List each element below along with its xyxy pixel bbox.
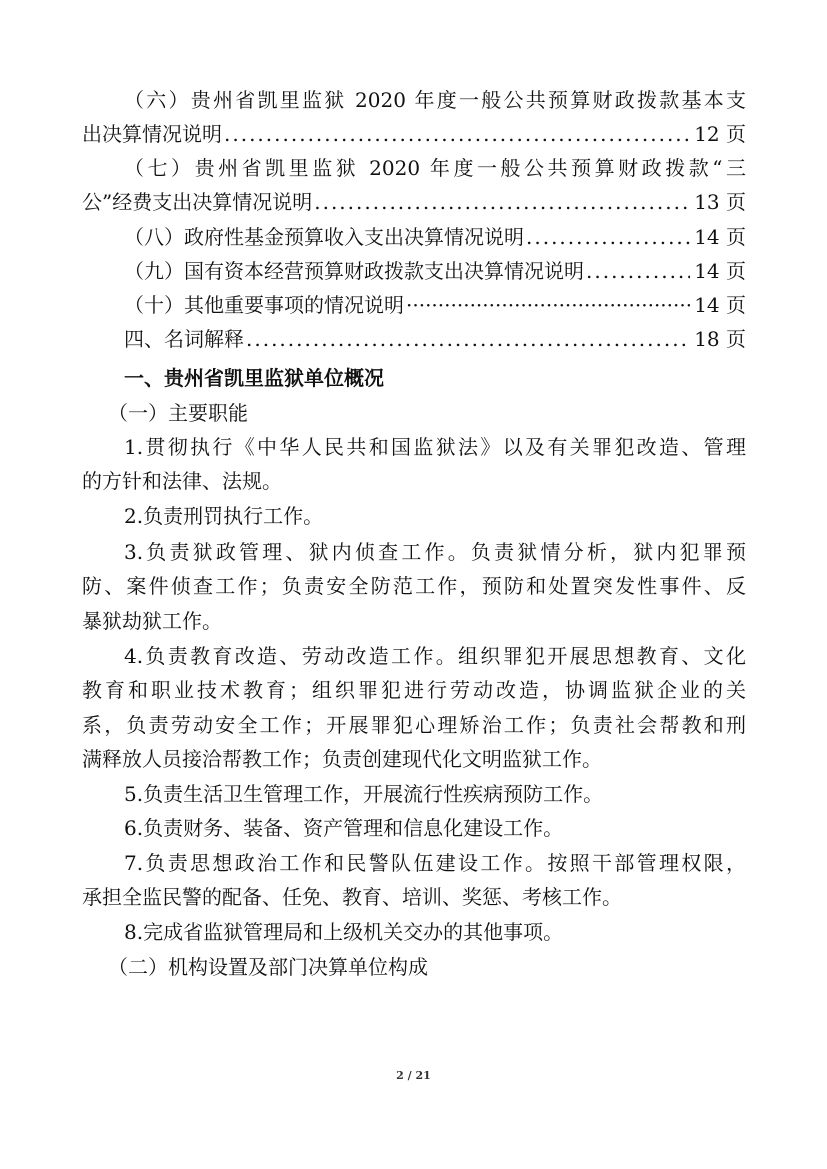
paragraph-line: 承担全监民警的配备、任免、教育、培训、奖惩、考核工作。 [82,885,622,909]
paragraph-line: 2.负责刑罚执行工作。 [124,504,324,528]
toc-item-7-page: 13 页 [694,190,746,214]
paragraph-line: 教育和职业技术教育；组织罪犯进行劳动改造，协调监狱企业的关 [82,678,746,702]
toc-item-8-page: 14 页 [694,225,746,249]
paragraph-line: 3.负责狱政管理、狱内侦查工作。负责狱情分析，狱内犯罪预 [124,540,746,564]
toc-item-8[interactable] [82,220,746,254]
paragraph-line: 1.贯彻执行《中华人民共和国监狱法》以及有关罪犯改造、管理 [124,435,746,459]
toc-item-10-text: （十）其他重要事项的情况说明 [124,293,404,317]
paragraph-line: 满释放人员接洽帮教工作；负责创建现代化文明监狱工作。 [82,747,602,771]
toc-item-10[interactable] [82,288,746,322]
toc-leader [586,254,690,288]
subsection-heading-1: （一）主要职能 [108,401,248,425]
toc-item-8-text: （八）政府性基金预算收入支出决算情况说明 [124,225,524,249]
toc-item-4-page: 18 页 [694,327,746,351]
toc-item-6-text: 出决算情况说明 [82,122,222,146]
paragraph-line: 4.负责教育改造、劳动改造工作。组织罪犯开展思想教育、文化 [124,644,746,668]
paragraph-line: 7.负责思想政治工作和民警队伍建设工作。按照干部管理权限， [124,851,746,875]
toc-leader [314,185,690,219]
paragraph-line: 系，负责劳动安全工作；开展罪犯心理矫治工作；负责社会帮教和刑 [82,713,746,737]
toc-item-6-line2[interactable] [82,117,746,151]
toc-item-7-line1: （七）贵州省凯里监狱 2020 年度一般公共预算财政拨款“三 [124,156,746,180]
toc-item-4-text: 四、名词解释 [124,327,244,351]
toc-item-4[interactable] [82,322,746,356]
paragraph-line: 6.负责财务、装备、资产管理和信息化建设工作。 [124,816,564,840]
page-number: 2 / 21 [396,1069,431,1082]
toc-leader [224,117,690,151]
paragraph-line: 暴狱劫狱工作。 [82,609,222,633]
subsection-heading-2: （二）机构设置及部门决算单位构成 [108,955,428,979]
toc-item-9-page: 14 页 [694,259,746,283]
toc-item-7-text: 公”经费支出决算情况说明 [82,190,313,214]
toc-item-7-line2[interactable] [82,185,746,219]
toc-item-9-text: （九）国有资本经营预算财政拨款支出决算情况说明 [124,259,584,283]
toc-leader [246,322,690,356]
toc-item-10-page: 14 页 [694,293,746,317]
toc-item-9[interactable] [82,254,746,288]
paragraph-line: 防、案件侦查工作；负责安全防范工作，预防和处置突发性事件、反 [82,574,746,598]
section-heading: 一、贵州省凯里监狱单位概况 [124,366,384,390]
toc-leader [406,288,690,322]
toc-item-6-page: 12 页 [694,122,746,146]
paragraph-line: 8.完成省监狱管理局和上级机关交办的其他事项。 [124,920,564,944]
toc-leader [526,220,690,254]
paragraph-line: 5.负责生活卫生管理工作，开展流行性疾病预防工作。 [124,782,604,806]
toc-item-6-line1: （六）贵州省凯里监狱 2020 年度一般公共预算财政拨款基本支 [124,88,746,112]
paragraph-line: 的方针和法律、法规。 [82,469,282,493]
